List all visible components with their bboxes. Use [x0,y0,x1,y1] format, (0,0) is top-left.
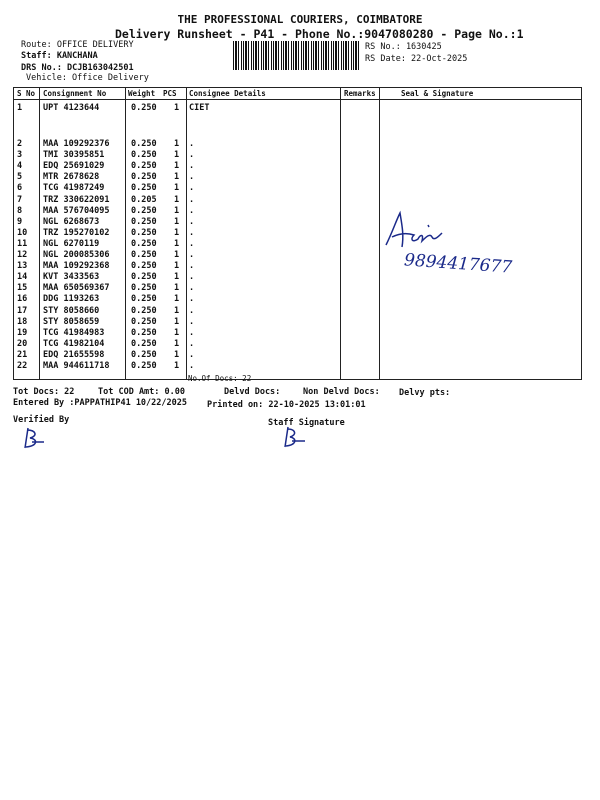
barcode [233,41,361,70]
cell-details: . [189,327,195,338]
cell-weight: 0.250 [131,361,157,371]
cell-details: . [189,227,195,238]
table-row [14,317,581,328]
cell-sno: 13 [17,261,28,272]
cell-cons: TCG 41982104 [43,338,105,349]
cell-pcs: 1 [174,338,180,349]
verifier-signature [18,424,48,452]
verified-by: Verified By [13,415,70,425]
cell-pcs: 1 [174,227,180,238]
cell-pcs: 1 [174,349,180,360]
col-pcs: PCS [163,89,177,98]
col-consignment: Consignment No [43,89,107,98]
cell-cons: TCG 41984983 [43,327,105,338]
cell-weight: 0.250 [131,338,157,349]
cell-cons: TRZ 195270102 [43,227,110,238]
cell-weight: 0.250 [131,349,157,360]
printed-on: Printed on: 22-10-2025 13:01:01 [207,400,366,410]
table-row [14,361,581,372]
cell-details: . [189,272,195,283]
cell-cons: KVT 3433563 [43,272,100,283]
table-row [14,239,581,250]
table-row [14,294,581,305]
cell-sno: 5 [17,172,23,183]
cell-details: . [189,250,195,260]
total-cod-amount: Tot COD Amt: 0.00 [98,387,185,397]
table-row [14,350,581,361]
cell-details: . [189,139,195,149]
cell-details: . [189,205,195,216]
col-seal-signature: Seal & Signature [401,89,474,98]
company-name: THE PROFESSIONAL COURIERS, COIMBATORE [177,13,423,26]
cell-pcs: 1 [174,361,180,371]
cell-cons: MTR 2678628 [43,172,100,183]
delivered-docs: Delvd Docs: [224,387,281,397]
table-row [14,228,581,239]
table-row [14,172,581,183]
col-sno: S No [17,89,36,98]
total-docs: Tot Docs: 22 [13,387,75,397]
cell-weight: 0.250 [131,205,157,216]
cell-weight: 0.250 [131,103,157,113]
cell-sno: 10 [17,227,28,238]
cell-pcs: 1 [174,161,180,172]
cell-sno: 15 [17,283,28,294]
cell-weight: 0.250 [131,305,157,316]
vehicle: Vehicle: Office Delivery [26,73,149,83]
cell-pcs: 1 [174,172,180,183]
no-of-docs: No.Of Docs: 22 [188,374,252,383]
cell-cons: EDQ 21655598 [43,349,105,360]
cell-details: . [189,161,195,172]
cell-cons: NGL 6268673 [43,216,100,227]
cell-pcs: 1 [174,250,180,260]
cell-cons: MAA 944611718 [43,361,110,371]
cell-cons: MAA 650569367 [43,283,110,294]
staff-signature [278,425,308,451]
cell-cons: UPT 4123644 [43,103,100,113]
cell-details: . [189,316,195,327]
handwritten-phone: 9894417677 [403,250,513,278]
cell-weight: 0.250 [131,139,157,149]
cell-cons: STY 8058659 [43,316,100,327]
cell-cons: NGL 200085306 [43,250,110,260]
cell-weight: 0.250 [131,283,157,294]
cell-sno: 7 [17,194,23,205]
cell-cons: TMI 30395851 [43,150,105,161]
table-row [14,161,581,172]
table-row [14,195,581,206]
cell-details: . [189,172,195,183]
cell-weight: 0.250 [131,227,157,238]
table-row [14,206,581,217]
cell-cons: MAA 109292376 [43,139,110,149]
cell-pcs: 1 [174,150,180,161]
cell-cons: MAA 576704095 [43,205,110,216]
cell-pcs: 1 [174,139,180,149]
cell-details: . [189,338,195,349]
cell-sno: 19 [17,327,28,338]
cell-cons: NGL 6270119 [43,238,100,249]
cell-sno: 1 [17,103,23,113]
cell-sno: 18 [17,316,28,327]
cell-pcs: 1 [174,305,180,316]
table-row [14,328,581,339]
cell-sno: 12 [17,250,28,260]
cell-weight: 0.250 [131,172,157,183]
cell-sno: 2 [17,139,23,149]
runsheet-table [13,87,582,383]
cell-cons: TRZ 330622091 [43,194,110,205]
table-row [14,283,581,294]
cell-sno: 9 [17,216,23,227]
cell-sno: 20 [17,338,28,349]
cell-sno: 22 [17,361,28,371]
cell-details: . [189,361,195,371]
rs-number: RS No.: 1630425 [365,42,442,52]
cell-weight: 0.250 [131,294,157,305]
cell-pcs: 1 [174,183,180,194]
cell-weight: 0.250 [131,161,157,172]
cell-weight: 0.250 [131,316,157,327]
table-row [14,306,581,317]
cell-weight: 0.250 [131,238,157,249]
cell-details: . [189,349,195,360]
cell-pcs: 1 [174,294,180,305]
cell-sno: 14 [17,272,28,283]
delivery-points: Delvy pts: [399,388,451,398]
cell-details: . [189,294,195,305]
cell-weight: 0.250 [131,250,157,260]
table-row [14,150,581,161]
cell-sno: 21 [17,349,28,360]
cell-pcs: 1 [174,238,180,249]
table-row [14,217,581,228]
cell-details: CIET [189,103,210,113]
table-row [14,339,581,350]
route: Route: OFFICE DELIVERY [21,40,134,50]
cell-sno: 17 [17,305,28,316]
cell-details: . [189,150,195,161]
table-row [14,139,581,150]
col-weight: Weight [128,89,156,98]
non-delivered-docs: Non Delvd Docs: [303,387,380,397]
col-remarks: Remarks [344,89,376,98]
cell-cons: MAA 109292368 [43,261,110,272]
cell-weight: 0.250 [131,216,157,227]
col-consignee: Consignee Details [189,89,266,98]
cell-pcs: 1 [174,103,180,113]
cell-weight: 0.250 [131,272,157,283]
cell-pcs: 1 [174,261,180,272]
cell-weight: 0.250 [131,327,157,338]
cell-pcs: 1 [174,327,180,338]
cell-details: . [189,261,195,272]
cell-sno: 3 [17,150,23,161]
cell-pcs: 1 [174,272,180,283]
cell-details: . [189,183,195,194]
entered-by: Entered By :PAPPATHIP41 10/22/2025 [13,398,187,408]
runsheet-title: Delivery Runsheet - P41 - Phone No.:9047080280 - Page No.:1 [115,27,524,41]
staff: Staff: KANCHANA [21,51,98,61]
cell-weight: 0.205 [131,194,157,205]
rs-date: RS Date: 22-Oct-2025 [365,54,468,64]
cell-details: . [189,216,195,227]
cell-sno: 16 [17,294,28,305]
cell-details: . [189,194,195,205]
cell-sno: 8 [17,205,23,216]
cell-cons: TCG 41987249 [43,183,105,194]
cell-cons: DDG 1193263 [43,294,100,305]
cell-cons: STY 8058660 [43,305,100,316]
cell-pcs: 1 [174,205,180,216]
cell-sno: 6 [17,183,23,194]
drs-number: DRS No.: DCJB163042501 [21,63,134,73]
cell-pcs: 1 [174,216,180,227]
cell-details: . [189,283,195,294]
cell-pcs: 1 [174,316,180,327]
cell-cons: EDQ 25691029 [43,161,105,172]
cell-pcs: 1 [174,283,180,294]
cell-weight: 0.250 [131,261,157,272]
handwritten-signature [382,203,492,293]
staff-signature-label: Staff Signature [268,418,345,428]
cell-sno: 11 [17,238,28,249]
table-row [14,183,581,194]
table-row [14,103,581,114]
cell-details: . [189,305,195,316]
cell-details: . [189,238,195,249]
cell-sno: 4 [17,161,23,172]
cell-weight: 0.250 [131,183,157,194]
cell-weight: 0.250 [131,150,157,161]
cell-pcs: 1 [174,194,180,205]
